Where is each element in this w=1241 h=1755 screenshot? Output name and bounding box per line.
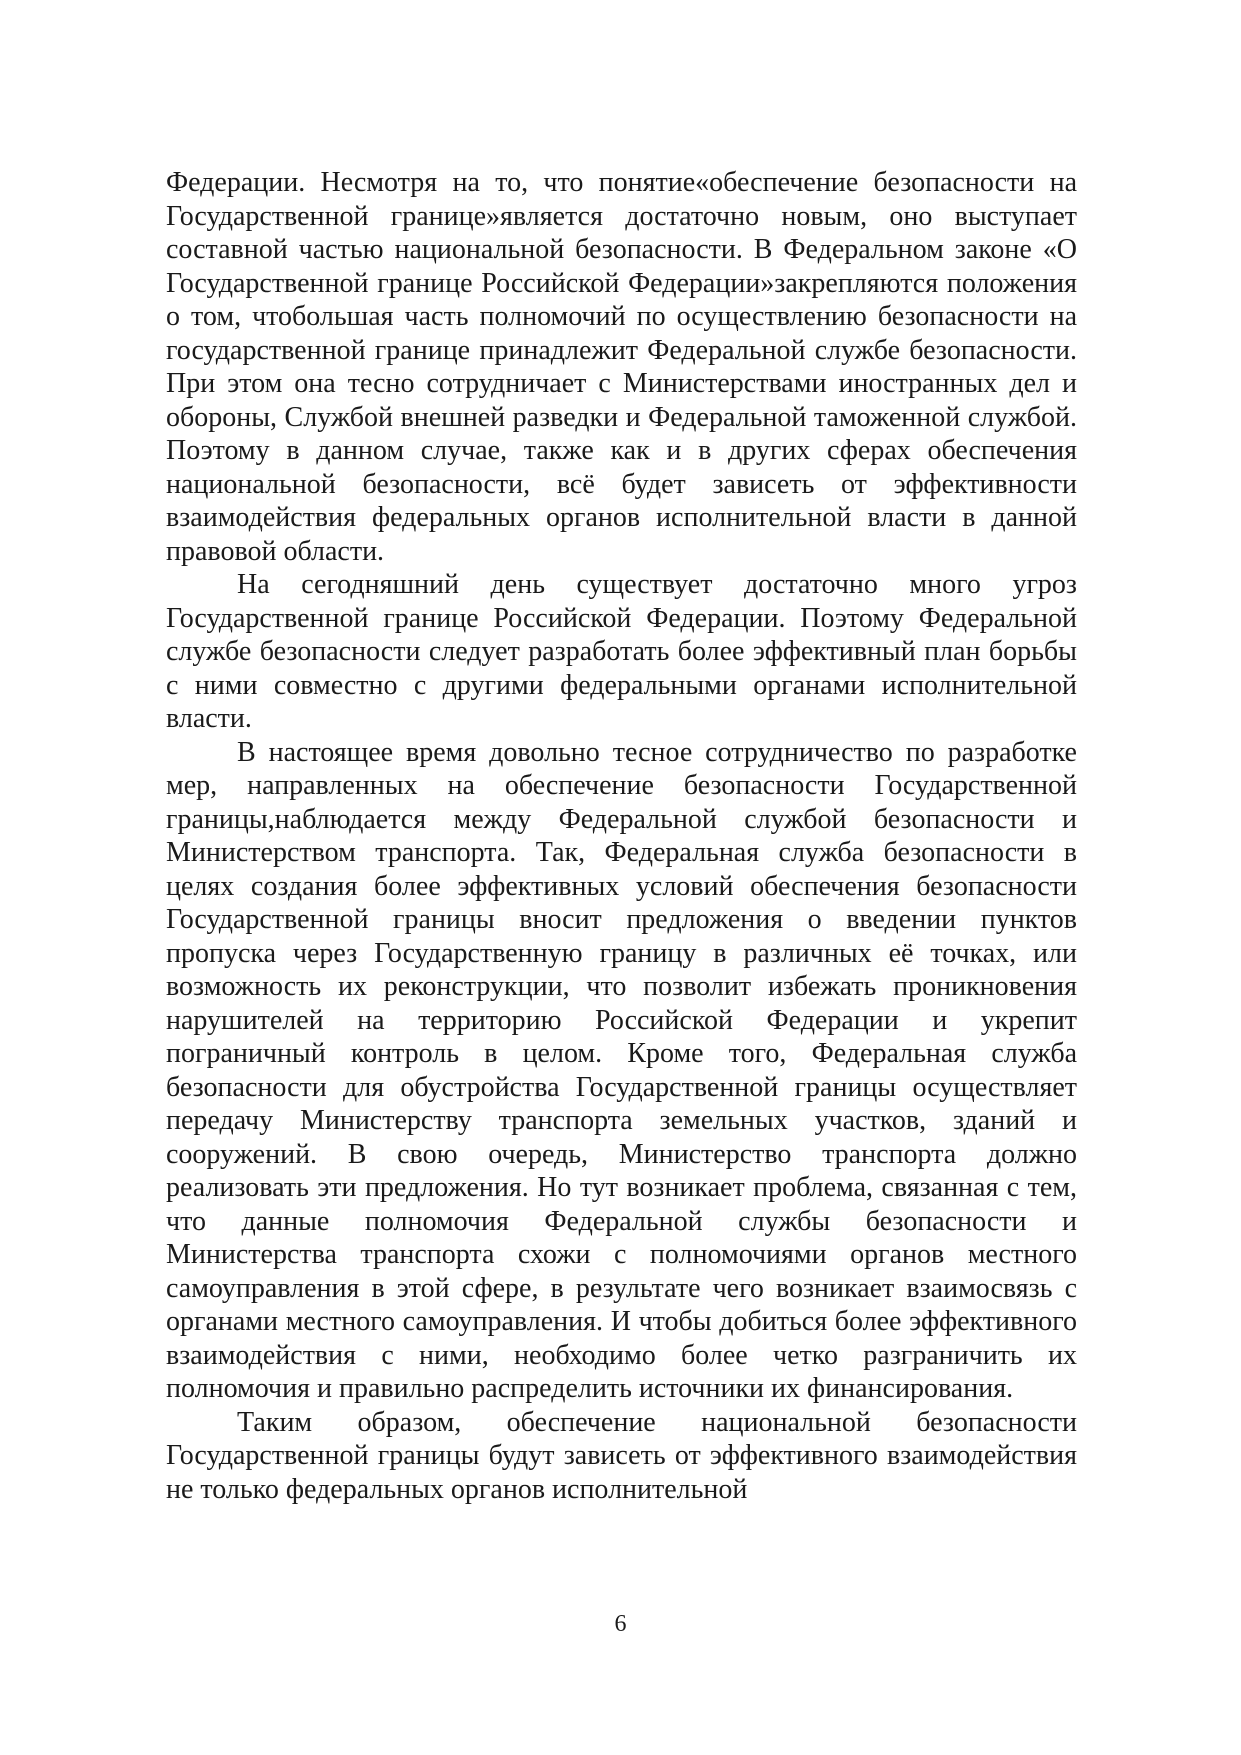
- paragraph-2: На сегодняшний день существует достаточно много угроз Государственной границе Российской Федерации. Поэтому Федеральной службе безопасности следует разработать более эффективный план борьбы с ними совместно с другими федеральными органами исполнительной власти.: [166, 569, 1077, 734]
- page-number: 6: [614, 1611, 627, 1637]
- body-text: [166, 166, 1077, 1506]
- paragraph-3: В настоящее время довольно тесное сотрудничество по разработке мер, направленных на обеспечение безопасности Государственной границы,наблюдается между Федеральной службой безопасности и Министерством транспорта. Так, Федеральная служба безопасности в целях создания более эффективных условий обеспечения безопасности Государственной границы вносит предложения о введении пунктов пропуска через Государственную границу в различных её точках, или возможность их реконструкции, что позволит избежать проникновения нарушителей на территорию Российской Федерации и укрепит пограничный контроль в целом. Кроме того, Федеральная служба безопасности для обустройства Государственной границы осуществляет передачу Министерству транспорта земельных участков, зданий и сооружений. В свою очередь, Министерство транспорта должно реализовать эти предложения. Но тут возникает проблема, связанная с тем, что данные полномочия Федеральной службы безопасности и Министерства транспорта схожи с полномочиями органов местного самоуправления в этой сфере, в результате чего возникает взаимосвязь с органами местного самоуправления. И чтобы добиться более эффективного взаимодействия с ними, необходимо более четко разграничить их полномочия и правильно распределить источники их финансирования.: [166, 736, 1077, 1404]
- paragraph-1: Федерации. Несмотря на то, что понятие«обеспечение безопасности на Государственной границе»является достаточно новым, оно выступает составной частью национальной безопасности. В Федеральном законе «О Государственной границе Российской Федерации»закрепляются положения о том, чтобольшая часть полномочий по осуществлению безопасности на государственной границе принадлежит Федеральной службе безопасности. При этом она тесно сотрудничает с Министерствами иностранных дел и обороны, Службой внешней разведки и Федеральной таможенной службой. Поэтому в данном случае, также как и в других сферах обеспечения национальной безопасности, всё будет зависеть от эффективности взаимодействия федеральных органов исполнительной власти в данной правовой области.: [166, 167, 1077, 567]
- paragraph-4: Таким образом, обеспечение национальной безопасности Государственной границы будут зависеть от эффективного взаимодействия не только федеральных органов исполнительной: [166, 1406, 1077, 1505]
